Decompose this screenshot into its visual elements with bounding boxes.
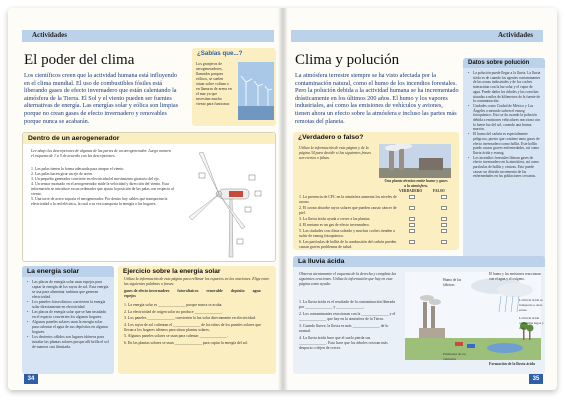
list-item: • El humo del carbón es especialmente peligroso, puesto que contiene tanto gases de efecto invernadero como hollín. Este hollín puede causar graves enfermedades, así como lluvia ácida y esmog. — [467, 132, 541, 156]
lluvia-item: 3. Cuando llueve, la lluvia es más ______________ de lo normal. — [299, 324, 389, 333]
ejercicio-item: 3. Los paneles ______________ convierten la luz solar directamente en electricidad. — [124, 316, 256, 320]
col-false-label: FALSO — [433, 189, 445, 193]
false-checkbox[interactable] — [441, 206, 447, 210]
true-checkbox[interactable] — [409, 206, 415, 210]
aerogenerador-box — [22, 132, 276, 262]
list-item: • Los incendios forestales liberan gases de efecto invernadero en la atmósfera, así como partículas de hollín y cenizas. Esto puede causar un dióxido incremento de las enfermedades en las poblaciones cercanas. — [467, 156, 541, 180]
diagram-label-rain: La lluvia ácida se transporta a otras zonas — [519, 298, 543, 312]
sabias-que-title: ¿Sabías que...? — [197, 50, 243, 57]
list-item: • Los paneles fotovoltaicos convierten la energía solar directamente en electricidad. — [26, 300, 110, 310]
lluvia-acida-title: La lluvia ácida — [293, 256, 545, 267]
list-item: • Ciudades como Ciudad de México y Los Ángeles a menudo sufren el esmog fotoquímico. Esto se da cuando la polución debida a emisiones vehiculares reacciona con la fuerte luz del sol, creando una bruma marrón. — [467, 104, 541, 132]
col-true-label: VERDADERO — [399, 189, 423, 193]
aerogenerador-instructions: Lee abajo las descripciones de algunas de las partes de un aerogenerador. Luego numera el esquema de 1 a 5 de acuerdo con las descripciones. — [31, 149, 171, 158]
energia-solar-list — [22, 277, 114, 353]
true-checkbox[interactable] — [409, 195, 415, 199]
list-item: 6. Las partículas de hollín de la combustión del carbón pueden causar graves problemas de salud. — [299, 240, 455, 250]
false-checkbox[interactable] — [441, 229, 447, 233]
lluvia-acida-box — [293, 256, 545, 374]
list-item: 3. La lluvia ácida ayuda a crecer a las plantas. — [299, 217, 455, 222]
ejercicio-item: 5. Algunos paneles solares se usan para calentar ______________. — [124, 334, 228, 338]
sabias-que-box — [192, 48, 276, 126]
list-item: • Las placas de energía solar usan espejos para captar la energía de los rayos de sol. Esta energía se usa para alimentar turbinas que generan electricidad. — [26, 280, 110, 300]
verdadero-falso-list — [299, 195, 455, 251]
aerogenerador-item: 2. Las palas hacen girar un eje de acero. — [31, 172, 94, 176]
ejercicio-word-bank — [118, 287, 276, 301]
energia-solar-box — [22, 266, 114, 374]
list-item: 4. El metano es un gas de efecto invernadero. — [299, 223, 455, 228]
sabias-que-text: Los granjeros de aerogeneradores, llamados parques eólicos, se suelen situar sobre colinas o en llanuras de arena en el mar ya que necesitan mucho viento para funcionar. — [196, 62, 232, 106]
right-page-number: 35 — [529, 374, 543, 384]
list-item: 5. Las ciudades con clima soleado y muchos coches tienden a sufrir de esmog fotoquímico. — [299, 229, 455, 239]
false-checkbox[interactable] — [441, 240, 447, 244]
verdadero-falso-title: ¿Verdadero o falso? — [298, 134, 364, 141]
ejercicio-title: Ejercicio sobre la energía solar — [123, 268, 221, 275]
aerogenerador-title: Dentro de un aerogenerador — [23, 133, 275, 144]
ejercicio-item: 2. La electricidad de origen solar no produce ______________. — [124, 309, 223, 314]
wind-turbine-diagram — [185, 147, 273, 259]
diagram-label-lake: La lluvia ácida contamina lagos y ríos — [519, 316, 544, 330]
right-section-label: Actividades — [498, 31, 533, 39]
word-option: depósito — [230, 289, 245, 293]
energia-solar-title: La energía solar — [22, 266, 114, 277]
book-spread — [8, 8, 557, 390]
datos-polucion-box — [463, 58, 545, 276]
false-checkbox[interactable] — [441, 217, 447, 221]
lluvia-item: 4. La lluvia ácida hace que el suelo pierda sus ______________. Esto hace que los árboles crezcan más despacio o dejen de crecer. — [299, 336, 388, 350]
datos-polucion-title: Datos sobre polución — [463, 58, 545, 68]
list-item: • Las placas de energía solar que se han instalado en el espacio convierten los algunos hogares. — [26, 310, 110, 320]
power-plant-photo — [379, 144, 451, 178]
power-plant-caption: Una planta térmica emite humo y gases a la atmósfera. — [384, 179, 448, 188]
word-option: agua — [252, 289, 261, 293]
false-checkbox[interactable] — [441, 195, 447, 199]
true-checkbox[interactable] — [409, 217, 415, 221]
left-section-label: Actividades — [32, 31, 67, 39]
aerogenerador-list — [31, 167, 181, 207]
lluvia-acida-instructions: Observa atentamente el esquema de la derecha y completa las siguientes oraciones. Utiliza la información que hay en esta página como ayuda. — [299, 272, 396, 286]
ejercicio-list — [118, 301, 268, 349]
lluvia-item: 1. La lluvia ácida es el resultado de la contaminación liberada por ______________ y ______________. — [299, 300, 396, 309]
diagram-label-reaction: El humo y las emisiones reaccionan con el agua y el oxígeno. — [489, 272, 541, 281]
word-option: gases de efecto invernadero — [124, 289, 170, 293]
list-item: • Algunos paneles solares usan la energía solar para calentar el agua de sus depósitos en algunos hogares. — [26, 320, 110, 335]
diagram-label-vehicles: Emisiones de los vehículos — [443, 352, 466, 361]
ejercicio-item: 1. La energía solar es ______________ porque nunca se acaba. — [124, 303, 223, 307]
ejercicio-item: 4. Los rayos de sol calientan el ______________ de los tubos de los paneles solares que llevan a los hogares idóneos para situar plantas solares. — [124, 322, 262, 332]
left-section-bar — [22, 30, 274, 42]
aerogenerador-item: 3. Un pequeño generador convierte en electricidad el movimiento giratorio del eje. — [31, 177, 160, 181]
word-option: espejos — [124, 294, 136, 298]
diagram-label-factories: Humo de las fábricas — [443, 278, 462, 287]
right-intro-paragraph: La atmósfera terrestre siempre se ha visto afectada por la contaminación natural, como el humo de los incendios forestales. Pero la polución debida a la actividad humana se ha incrementado drásticamente en los últimos 200 años. El humo y los vapores industriales, así como las emisiones de vehículos y aviones, tienen ahora un efecto sobre la atmósfera e incluso las partes más remotas del planeta. — [295, 72, 459, 125]
true-checkbox[interactable] — [409, 240, 415, 244]
aerogenerador-item: 4. Un sensor montado en el aerogenerador mide la velocidad y dirección del viento. Esta información se introduce en un ordenador que ajusta la posición de las palas con respecto al viento. — [31, 182, 174, 196]
left-page — [8, 8, 282, 390]
aerogenerador-item: 5. Una torre de acero soporta el aerogenerador. Por dentro hay cables que transportan la electricidad a la red eléctrica, la cual a su vez transporta la energía a los hogares. — [31, 197, 168, 206]
true-checkbox[interactable] — [409, 229, 415, 233]
true-checkbox[interactable] — [409, 223, 415, 227]
list-item: 2. El ozono absorbe rayos solares que pueden causar cáncer de piel. — [299, 206, 455, 216]
left-page-title: El poder del clima — [24, 52, 135, 68]
ejercicio-instructions: Utiliza la información de esta página para rellenar los espacios en las oraciones. Elige entre las siguientes palabras o frases: — [124, 277, 270, 286]
wind-farm-photo — [238, 62, 274, 120]
aerogenerador-item: 1. Las palas tienen la forma adecuada para atrapar el viento. — [31, 167, 125, 171]
verdadero-falso-box — [293, 132, 459, 250]
list-item: • Los desiertos cálidos son lugares idóneos para instalar las plantas solares porque allí brilla el sol de manera casi ilimitada. — [26, 335, 110, 350]
list-item: • La polución puede llegar a la lluvia. La lluvia ácida es de cuando los agentes contaminantes de las zonas industriales y de los coches interactúan con la luz solar y el vapor de agua. Puede dañar los árboles y las cosechas situadas a miles de kilómetros de la fuente de la contaminación. — [467, 71, 541, 104]
right-section-bar — [291, 30, 543, 42]
lluvia-item: 2. Los contaminantes reaccionan con la ______________ y el ______________ que hay en la atmósfera de la Tierra. — [299, 312, 396, 321]
verdadero-falso-instructions: Utiliza la información de esta página y de la página 34 para decidir si las siguientes frases son ciertas o falsas. — [299, 146, 371, 160]
left-intro-paragraph: Los científicos creen que la actividad humana está influyendo en el clima mundial. El uso de combustibles fósiles está liberando gases de efecto invernadero que están calentando la atmósfera de la Tierra. El Sol y el viento pueden ser fuentes alternativas de energía. Las energías solar y eólica son limpias porque no crean gases de efecto invernadero y renovables porque nunca se acabarán. — [24, 72, 179, 125]
lluvia-acida-list — [299, 300, 399, 353]
word-option: fotovoltaicos — [177, 289, 199, 293]
right-page — [283, 8, 557, 390]
ejercicio-item: 6. En las plantas solares se usan ______________ para captar la energía del sol. — [124, 340, 249, 345]
diagram-caption: Formación de la lluvia ácida — [489, 362, 535, 366]
right-page-title: Clima y polución — [295, 52, 400, 68]
ejercicio-box — [118, 266, 276, 374]
list-item: 1. La presencia de CFC en la atmósfera aumenta los niveles de ozono. — [299, 195, 455, 205]
datos-polucion-list — [463, 68, 545, 182]
left-page-number: 34 — [24, 374, 38, 384]
false-checkbox[interactable] — [441, 223, 447, 227]
word-option: renovable — [206, 289, 223, 293]
